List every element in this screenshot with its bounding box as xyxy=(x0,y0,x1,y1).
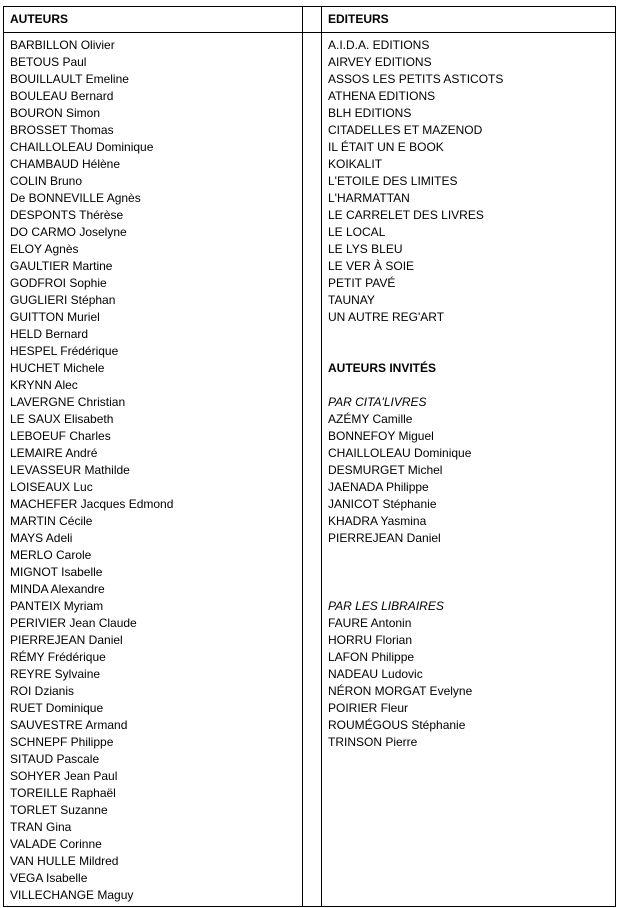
invited-author-name: KHADRA Yasmina xyxy=(328,514,427,528)
spacer-column xyxy=(303,7,322,33)
author-name: BOUILLAULT Emeline xyxy=(10,72,129,86)
spacer xyxy=(328,547,615,564)
invited-author-name: NADEAU Ludovic xyxy=(328,667,423,681)
spacer-column xyxy=(303,33,322,907)
invited-author-name: FAURE Antonin xyxy=(328,616,412,630)
publisher-name: L'ETOILE DES LIMITES xyxy=(328,174,458,188)
invited-author-name: DESMURGET Michel xyxy=(328,463,443,477)
publisher-name: LE CARRELET DES LIVRES xyxy=(328,208,484,222)
author-name: HELD Bernard xyxy=(10,327,89,341)
spacer xyxy=(328,326,615,360)
author-name: MARTIN Cécile xyxy=(10,514,93,528)
authors-list xyxy=(4,33,302,904)
invited-author-name: POIRIER Fleur xyxy=(328,701,409,715)
author-name: SCHNEPF Philippe xyxy=(10,735,114,749)
spacer xyxy=(328,564,615,581)
author-name: REYRE Sylvaine xyxy=(10,667,101,681)
author-name: MIGNOT Isabelle xyxy=(10,565,103,579)
participants-table xyxy=(3,6,616,907)
author-name: MERLO Carole xyxy=(10,548,92,562)
author-name: PIERREJEAN Daniel xyxy=(10,633,123,647)
author-name: TORLET Suzanne xyxy=(10,803,108,817)
author-name: KRYNN Alec xyxy=(10,378,78,392)
author-name: BOULEAU Bernard xyxy=(10,89,114,103)
publisher-name: ASSOS LES PETITS ASTICOTS xyxy=(328,72,504,86)
author-name: COLIN Bruno xyxy=(10,174,83,188)
author-name: SOHYER Jean Paul xyxy=(10,769,118,783)
invited-author-name: TRINSON Pierre xyxy=(328,735,418,749)
author-name: CHAMBAUD Hélène xyxy=(10,157,121,171)
publisher-name: LE LOCAL xyxy=(328,225,386,239)
publisher-name: A.I.D.A. EDITIONS xyxy=(328,38,430,52)
author-name: CHAILLOLEAU Dominique xyxy=(10,140,154,154)
author-name: GAULTIER Martine xyxy=(10,259,113,273)
author-name: HESPEL Frédérique xyxy=(10,344,119,358)
author-name: LOISEAUX Luc xyxy=(10,480,93,494)
author-name: DESPONTS Thérèse xyxy=(10,208,124,222)
author-name: VILLECHANGE Maguy xyxy=(10,888,134,902)
invited-author-name: HORRU Florian xyxy=(328,633,413,647)
author-name: BOURON Simon xyxy=(10,106,101,120)
author-name: BARBILLON Olivier xyxy=(10,38,115,52)
author-name: SITAUD Pascale xyxy=(10,752,100,766)
publisher-name: PETIT PAVÉ xyxy=(328,276,396,290)
publisher-name: ATHENA EDITIONS xyxy=(328,89,436,103)
author-name: ELOY Agnès xyxy=(10,242,79,256)
author-name: RÉMY Frédérique xyxy=(10,650,106,664)
author-name: LE SAUX Elisabeth xyxy=(10,412,114,426)
invited-author-name: PIERREJEAN Daniel xyxy=(328,531,441,545)
publisher-name: LE LYS BLEU xyxy=(328,242,403,256)
author-name: PERIVIER Jean Claude xyxy=(10,616,137,630)
author-name: MACHEFER Jacques Edmond xyxy=(10,497,174,511)
author-name: LEMAIRE André xyxy=(10,446,98,460)
publishers-header: EDITEURS xyxy=(328,12,389,26)
authors-header-cell xyxy=(4,7,303,33)
invited-author-name: JAENADA Philippe xyxy=(328,480,429,494)
invited-group-title: PAR CITA'LIVRES xyxy=(328,395,427,409)
publisher-name: TAUNAY xyxy=(328,293,375,307)
author-name: LAVERGNE Christian xyxy=(10,395,126,409)
header-row xyxy=(4,7,616,33)
author-name: TRAN Gina xyxy=(10,820,72,834)
author-name: SAUVESTRE Armand xyxy=(10,718,128,732)
content-row xyxy=(4,33,616,907)
author-name: RUET Dominique xyxy=(10,701,104,715)
publisher-name: LE VER À SOIE xyxy=(328,259,415,273)
invited-author-name: CHAILLOLEAU Dominique xyxy=(328,446,472,460)
invited-authors-title: AUTEURS INVITÉS xyxy=(328,361,437,375)
spacer xyxy=(328,581,615,598)
author-name: MAYS Adeli xyxy=(10,531,73,545)
author-name: ROI Dzianis xyxy=(10,684,75,698)
author-name: GODFROI Sophie xyxy=(10,276,107,290)
publishers-header-cell xyxy=(322,7,616,33)
author-name: VEGA Isabelle xyxy=(10,871,88,885)
invited-groups xyxy=(328,377,615,751)
document-page xyxy=(3,6,615,907)
publisher-name: KOIKALIT xyxy=(328,157,383,171)
invited-author-name: BONNEFOY Miguel xyxy=(328,429,434,443)
publishers-list xyxy=(328,37,615,326)
invited-author-name: LAFON Philippe xyxy=(328,650,415,664)
author-name: MINDA Alexandre xyxy=(10,582,105,596)
author-name: VAN HULLE Mildred xyxy=(10,854,119,868)
author-name: VALADE Corinne xyxy=(10,837,102,851)
invited-author-name: JANICOT Stéphanie xyxy=(328,497,437,511)
author-name: PANTEIX Myriam xyxy=(10,599,104,613)
invited-author-name: ROUMÉGOUS Stéphanie xyxy=(328,718,466,732)
author-name: LEBOEUF Charles xyxy=(10,429,111,443)
authors-cell xyxy=(4,33,303,907)
author-name: LEVASSEUR Mathilde xyxy=(10,463,130,477)
author-name: TOREILLE Raphaël xyxy=(10,786,116,800)
publisher-name: IL ÉTAIT UN E BOOK xyxy=(328,140,444,154)
publisher-name: UN AUTRE REG'ART xyxy=(328,310,445,324)
publisher-name: L'HARMATTAN xyxy=(328,191,410,205)
publisher-name: CITADELLES ET MAZENOD xyxy=(328,123,483,137)
author-name: De BONNEVILLE Agnès xyxy=(10,191,141,205)
publishers-cell xyxy=(322,33,616,907)
publisher-name: BLH EDITIONS xyxy=(328,106,412,120)
author-name: GUGLIERI Stéphan xyxy=(10,293,116,307)
invited-author-name: AZÉMY Camille xyxy=(328,412,413,426)
author-name: BROSSET Thomas xyxy=(10,123,114,137)
invited-group-title: PAR LES LIBRAIRES xyxy=(328,599,444,613)
invited-author-name: NÉRON MORGAT Evelyne xyxy=(328,684,473,698)
publisher-name: AIRVEY EDITIONS xyxy=(328,55,432,69)
author-name: GUITTON Muriel xyxy=(10,310,100,324)
authors-header: AUTEURS xyxy=(10,12,69,26)
author-name: DO CARMO Joselyne xyxy=(10,225,127,239)
author-name: BETOUS Paul xyxy=(10,55,87,69)
spacer xyxy=(328,377,615,394)
author-name: HUCHET Michele xyxy=(10,361,105,375)
